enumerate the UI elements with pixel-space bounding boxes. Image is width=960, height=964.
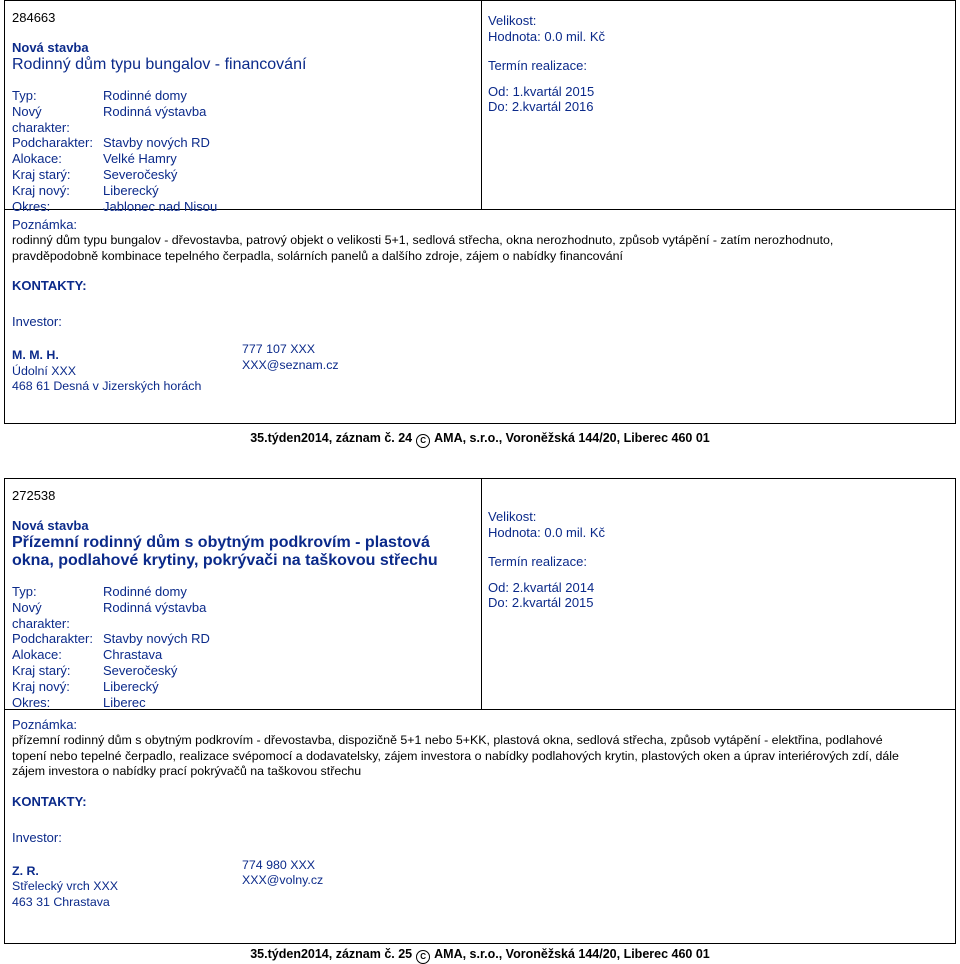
- contact-city: 463 31 Chrastava: [12, 894, 110, 909]
- contact-street: Střelecký vrch XXX: [12, 879, 119, 894]
- contact-block: [12, 342, 947, 395]
- record-size-and-term: [488, 509, 948, 611]
- copyright-icon: C: [416, 434, 430, 448]
- contact-block: [12, 858, 947, 911]
- attr-value: Severočeský: [103, 662, 178, 678]
- kontakty-heading: KONTAKTY:: [12, 278, 87, 294]
- attr-key: Nový charakter:: [12, 103, 70, 135]
- velikost-label: Velikost:: [488, 509, 537, 524]
- footer-text: AMA, s.r.o., Voroněžská 144/20, Liberec 460 01: [434, 431, 710, 445]
- attr-value: Stavby nových RD: [103, 631, 210, 647]
- term-od: Od: 2.kvartál 2014: [488, 579, 595, 595]
- record-title: Rodinný dům typu bungalov - financování: [12, 56, 307, 73]
- contact-name: M. M. H.: [12, 348, 59, 363]
- hodnota-value: Hodnota: 0.0 mil. Kč: [488, 524, 606, 540]
- attr-row-alokace: [12, 151, 472, 167]
- kontakty-heading: KONTAKTY:: [12, 793, 87, 809]
- attr-key: Okres:: [12, 694, 51, 710]
- attr-value: Liberecký: [103, 182, 159, 198]
- copyright-icon: C: [416, 950, 430, 964]
- attr-value: Severočeský: [103, 166, 178, 182]
- column-divider: [481, 1, 482, 209]
- investor-label: Investor:: [12, 829, 62, 845]
- attr-row-okres: [12, 199, 472, 215]
- contact-email: XXX@volny.cz: [242, 873, 324, 888]
- attr-row-novy-charakter: [12, 600, 472, 632]
- record-details: [12, 217, 947, 395]
- poznamka-line: topení nebo tepelné čerpadlo, realizace svépomocí a dodavatelsky, zájem investora o nabídky podlahových krytin, plastových oken a úprav interiérových zdí, dále: [12, 748, 899, 763]
- attr-value: Liberec: [103, 694, 146, 710]
- record-card: [4, 478, 956, 944]
- contact-phone: 774 980 XXX: [242, 857, 316, 872]
- attr-row-kraj-stary: [12, 663, 472, 679]
- attr-row-podcharakter: [12, 135, 472, 151]
- record-title-line: Přízemní rodinný dům s obytným podkrovím - plastová: [12, 534, 430, 551]
- footer-text: 35.týden2014, záznam č. 25: [250, 947, 413, 961]
- attr-row-typ: [12, 584, 472, 600]
- record-id: 272538: [12, 488, 56, 503]
- record-title-line: okna, podlahové krytiny, pokrývači na taškovou střechu: [12, 552, 438, 569]
- contact-city: 468 61 Desná v Jizerských horách: [12, 379, 202, 394]
- footer-text: AMA, s.r.o., Voroněžská 144/20, Liberec 460 01: [434, 947, 710, 961]
- investor-label: Investor:: [12, 314, 62, 330]
- attr-row-kraj-novy: [12, 679, 472, 695]
- attr-key: Podcharakter:: [12, 631, 93, 647]
- record-kind: Nová stavba: [12, 40, 89, 55]
- attr-value: Rodinná výstavba: [103, 103, 207, 119]
- poznamka-label: Poznámka:: [12, 217, 78, 232]
- footer-text: 35.týden2014, záznam č. 24: [250, 431, 413, 445]
- attr-value: Jablonec nad Nisou: [103, 198, 218, 214]
- record-details: [12, 717, 947, 910]
- poznamka-line: pravděpodobně kombinace tepelného čerpadla, solárních panelů a dalšího zdroje, zájem o nabídky financování: [12, 248, 623, 263]
- attr-key: Typ:: [12, 584, 37, 599]
- term-od: Od: 1.kvartál 2015: [488, 83, 595, 99]
- termin-label: Termín realizace:: [488, 58, 587, 73]
- contact-phone: 777 107 XXX: [242, 342, 316, 357]
- hodnota-value: Hodnota: 0.0 mil. Kč: [488, 28, 606, 44]
- attr-value: Velké Hamry: [103, 151, 177, 167]
- attr-key: Typ:: [12, 88, 37, 103]
- attr-row-alokace: [12, 647, 472, 663]
- attr-key: Alokace:: [12, 647, 62, 663]
- attr-key: Okres:: [12, 198, 51, 214]
- attr-row-novy-charakter: [12, 104, 472, 136]
- contact-street: Údolní XXX: [12, 363, 77, 378]
- poznamka-line: rodinný dům typu bungalov - dřevostavba, patrový objekt o velikosti 5+1, sedlová střecha, okna nerozhodnuto, způsob vytápění - zatím nerozhodnuto,: [12, 233, 834, 247]
- attr-key: Nový charakter:: [12, 599, 70, 631]
- record-card: [4, 0, 956, 424]
- record-footer: [0, 430, 960, 448]
- attr-value: Rodinné domy: [103, 584, 187, 599]
- column-divider: [481, 479, 482, 709]
- termin-label: Termín realizace:: [488, 554, 587, 569]
- attr-row-kraj-stary: [12, 167, 472, 183]
- term-do: Do: 2.kvartál 2015: [488, 595, 594, 610]
- attr-value: Chrastava: [103, 647, 163, 663]
- record-footer: [0, 946, 960, 964]
- attr-key: Kraj starý:: [12, 662, 71, 678]
- poznamka-line: zájem investora o nabídky prací pokrývačů na taškovou střechu: [12, 764, 362, 779]
- record-size-and-term: [488, 13, 948, 115]
- attr-row-typ: [12, 88, 472, 104]
- attr-key: Kraj nový:: [12, 678, 70, 694]
- record-summary: [12, 488, 472, 710]
- poznamka-line: přízemní rodinný dům s obytným podkrovím - dřevostavba, dispozičně 5+1 nebo 5+KK, plastová okna, sedlová střecha, způsob vytápění - elektřina, podlahové: [12, 733, 883, 747]
- attr-key: Alokace:: [12, 151, 62, 167]
- attr-value: Rodinné domy: [103, 88, 187, 103]
- record-summary: [12, 10, 472, 214]
- attr-row-podcharakter: [12, 631, 472, 647]
- attr-row-kraj-novy: [12, 183, 472, 199]
- term-do: Do: 2.kvartál 2016: [488, 99, 594, 114]
- poznamka-label: Poznámka:: [12, 717, 78, 732]
- attr-key: Podcharakter:: [12, 135, 93, 151]
- attr-row-okres: [12, 695, 472, 711]
- contact-name: Z. R.: [12, 863, 39, 878]
- record-id: 284663: [12, 10, 56, 25]
- attr-key: Kraj starý:: [12, 166, 71, 182]
- attr-value: Rodinná výstavba: [103, 599, 207, 615]
- attr-value: Stavby nových RD: [103, 135, 210, 151]
- contact-email: XXX@seznam.cz: [242, 357, 339, 372]
- attr-value: Liberecký: [103, 678, 159, 694]
- record-kind: Nová stavba: [12, 518, 89, 533]
- velikost-label: Velikost:: [488, 13, 537, 28]
- attr-key: Kraj nový:: [12, 182, 70, 198]
